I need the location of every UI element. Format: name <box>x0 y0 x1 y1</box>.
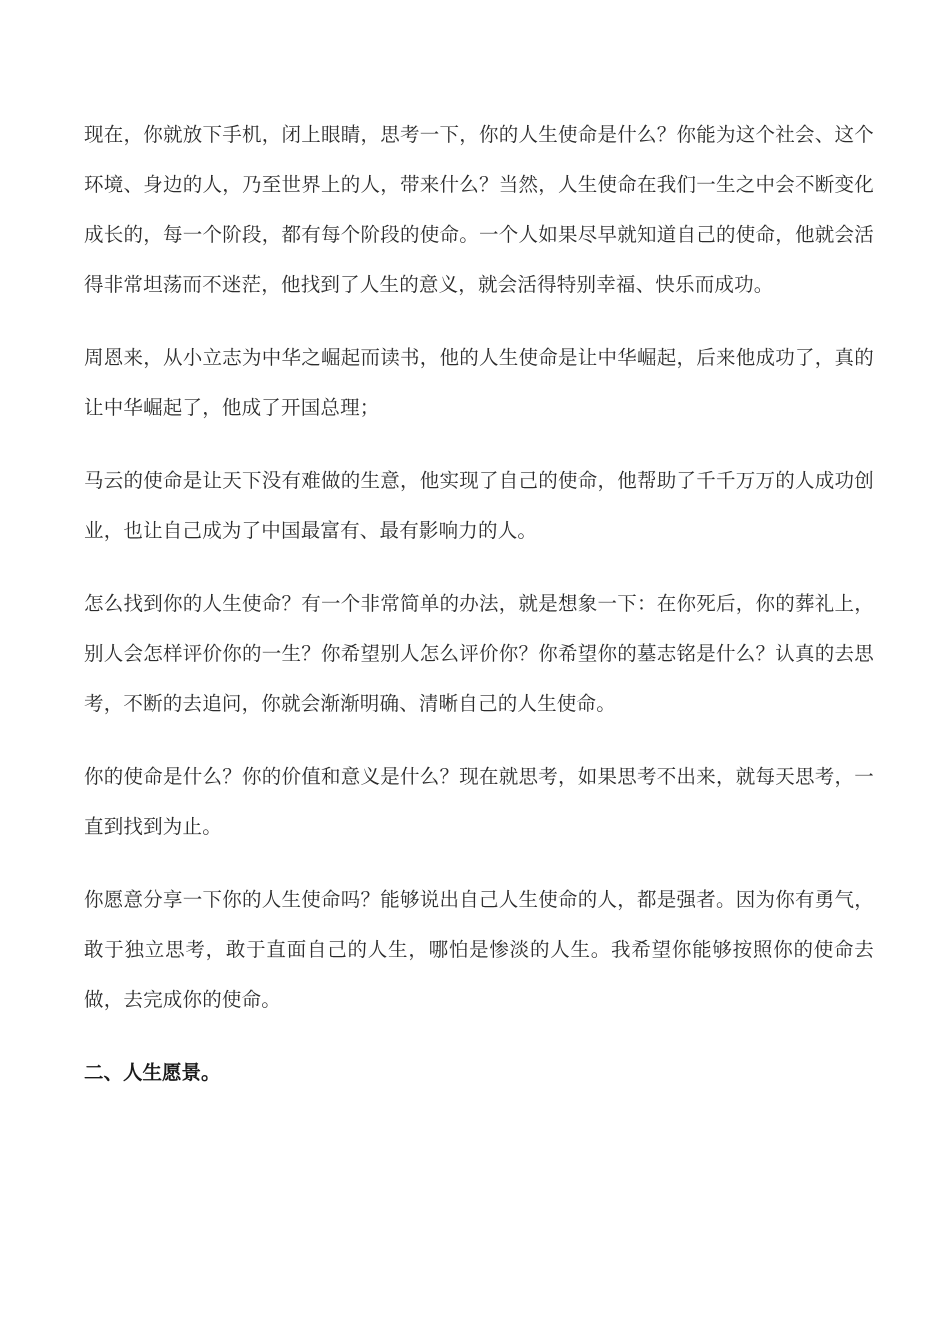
paragraph-what-is-mission: 你的使命是什么？你的价值和意义是什么？现在就思考，如果思考不出来，就每天思考，一直到找到为止。 <box>84 765 874 838</box>
paragraph-find-mission: 怎么找到你的人生使命？有一个非常简单的办法，就是想象一下：在你死后，你的葬礼上，别人会怎样评价你的一生？你希望别人怎么评价你？你希望你的墓志铭是什么？认真的去思考，不断的去追问，你就会渐渐明确、清晰自己的人生使命。 <box>84 592 874 715</box>
paragraph-zhou-enlai: 周恩来，从小立志为中华之崛起而读书，他的人生使命是让中华崛起，后来他成功了，真的让中华崛起了，他成了开国总理； <box>84 346 874 419</box>
document-body <box>84 110 874 1098</box>
section-heading: 二、人生愿景。 <box>84 1061 221 1084</box>
paragraph-life-mission-reflection: 现在，你就放下手机，闭上眼睛，思考一下，你的人生使命是什么？你能为这个社会、这个环境、身边的人，乃至世界上的人，带来什么？当然，人生使命在我们一生之中会不断变化成长的，每一个阶段，都有每个阶段的使命。一个人如果尽早就知道自己的使命，他就会活得非常坦荡而不迷茫，他找到了人生的意义，就会活得特别幸福、快乐而成功。 <box>84 123 874 296</box>
paragraph-share-mission: 你愿意分享一下你的人生使命吗？能够说出自己人生使命的人，都是强者。因为你有勇气，敢于独立思考，敢于直面自己的人生，哪怕是惨淡的人生。我希望你能够按照你的使命去做，去完成你的使命。 <box>84 888 874 1011</box>
paragraph-ma-yun: 马云的使命是让天下没有难做的生意，他实现了自己的使命，他帮助了千千万万的人成功创业，也让自己成为了中国最富有、最有影响力的人。 <box>84 469 874 542</box>
